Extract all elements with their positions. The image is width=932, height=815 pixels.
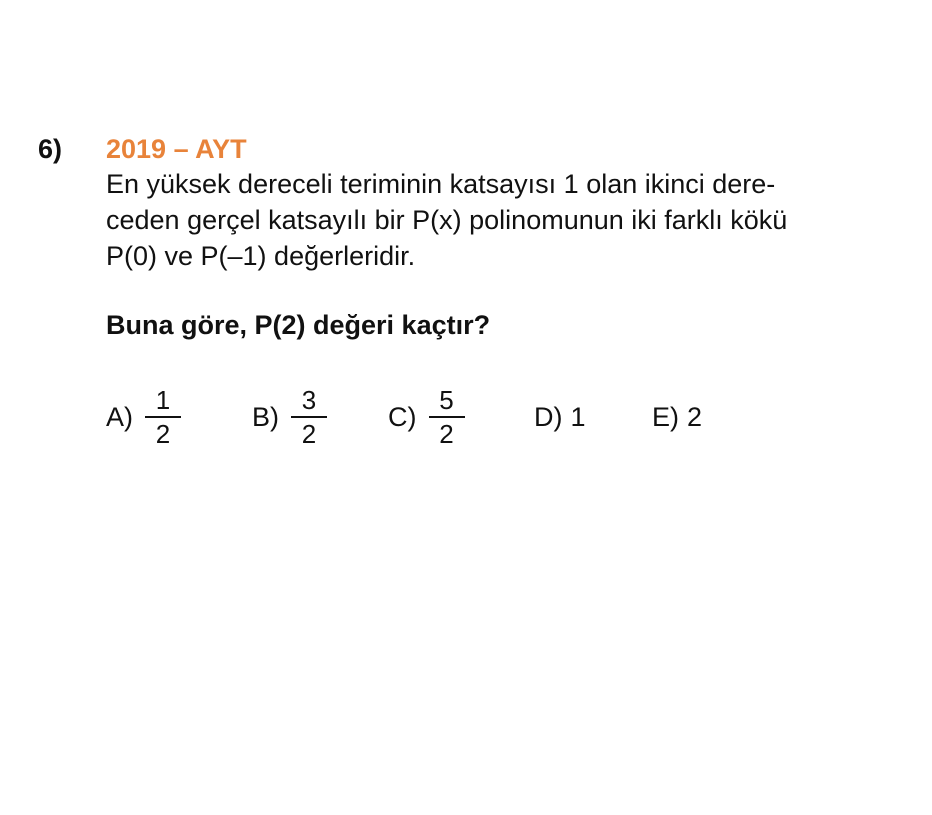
fraction bbox=[291, 386, 327, 448]
fraction-denominator: 2 bbox=[439, 419, 454, 449]
fraction bbox=[145, 386, 181, 448]
question-stem bbox=[106, 166, 896, 274]
choice-d[interactable] bbox=[534, 382, 586, 452]
choice-letter: E) bbox=[652, 401, 679, 432]
choice-value: 1 bbox=[570, 401, 586, 432]
choice-a[interactable] bbox=[106, 382, 181, 452]
stem-line: P(0) ve P(–1) değerleridir. bbox=[106, 241, 416, 271]
fraction-numerator: 1 bbox=[145, 386, 181, 418]
question-block bbox=[106, 132, 896, 452]
exam-tag: 2019 – AYT bbox=[106, 134, 247, 164]
choice-b[interactable] bbox=[252, 382, 327, 452]
stem-line: En yüksek dereceli teriminin katsayısı 1 olan ikinci dere- bbox=[106, 169, 776, 199]
choice-letter: C) bbox=[388, 401, 417, 432]
answer-choices bbox=[106, 382, 896, 452]
fraction-denominator: 2 bbox=[301, 419, 317, 449]
choice-c[interactable] bbox=[388, 382, 465, 452]
fraction-numerator: 3 bbox=[291, 386, 327, 418]
choice-letter: A) bbox=[106, 401, 133, 432]
fraction-numerator: 5 bbox=[429, 386, 465, 418]
choice-letter: B) bbox=[252, 401, 279, 432]
question-prompt: Buna göre, P(2) değeri kaçtır? bbox=[106, 310, 491, 340]
choice-e[interactable] bbox=[652, 382, 702, 452]
fraction-denominator: 2 bbox=[155, 419, 171, 449]
choice-letter: D) bbox=[534, 401, 563, 432]
question-number: 6) bbox=[38, 134, 63, 164]
fraction bbox=[429, 386, 465, 448]
stem-line: ceden gerçel katsayılı bir P(x) polinomunun iki farklı kökü bbox=[106, 205, 788, 235]
choice-value: 2 bbox=[687, 401, 703, 432]
